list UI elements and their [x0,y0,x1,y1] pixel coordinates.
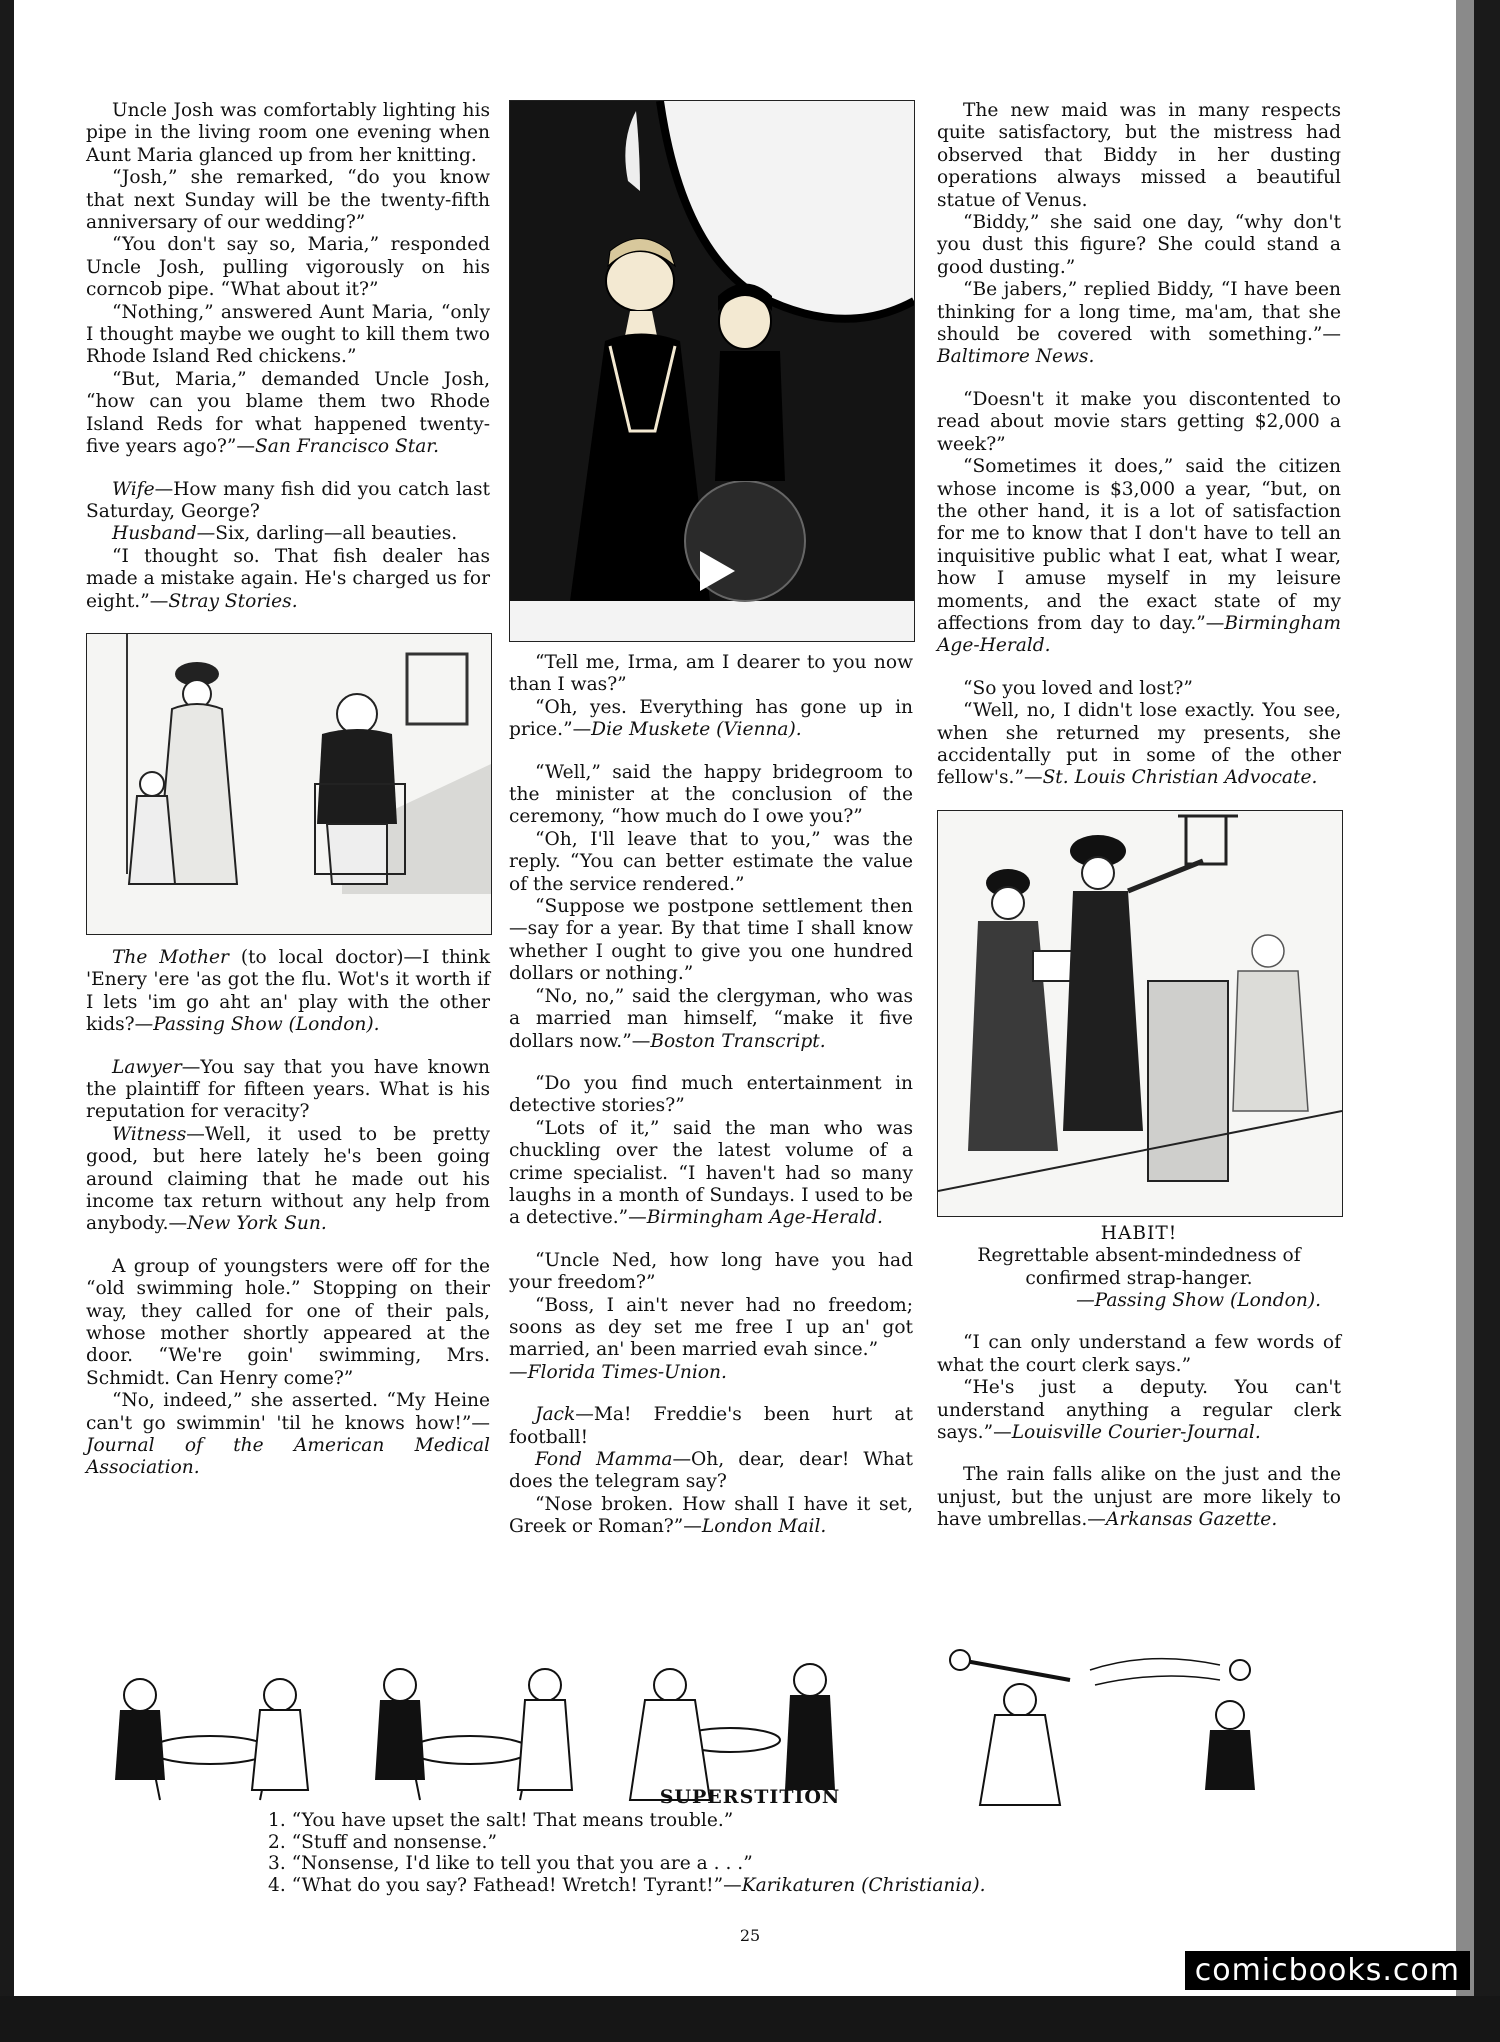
illustration-mother-doctor [86,633,492,935]
joke-movie-stars [937,389,1341,658]
mother-doctor-drawing [87,634,491,934]
joke-text: “No, indeed,” she asserted. “My Heine can't go swimmin' 'til he knows how!”— [86,1390,490,1434]
joke-paragraph: “Uncle Ned, how long have you had your freedom?” [509,1249,913,1294]
joke-paragraph [509,1494,913,1539]
superstition-strip [80,1640,1340,1810]
joke-paragraph [509,1449,913,1494]
column-middle [509,100,913,1559]
watermark: comicbooks.com [1185,1951,1470,1990]
joke-bridegroom [509,762,913,1053]
joke-paragraph [86,1390,490,1480]
joke-source: Birmingham Age-Herald. [937,612,1341,657]
illustration-irma [509,100,915,642]
joke-text: (to local doctor)—I think 'Enery 'ere 'as got the flu. Wot's it worth if I lets 'im go aht an' play with the other kids?— [86,946,490,1036]
joke-text: —You say that you have known the plaintiff for fifteen years. What is his reputation for veracity? [86,1056,490,1123]
superstition-line [268,1875,1268,1897]
joke-source: Passing Show (London). [153,1014,380,1036]
joke-source: London Mail. [701,1516,827,1538]
joke-paragraph: “Josh,” she remarked, “do you know that next Sunday will be the twenty-fifth anniversary of our wedding?” [86,167,490,234]
joke-source: Boston Transcript. [650,1030,826,1052]
joke-paragraph [86,546,490,613]
joke-paragraph [937,700,1341,790]
superstition-title: SUPERSTITION [659,1786,841,1808]
joke-uncle-ned [509,1250,913,1384]
joke-paragraph: A group of youngsters were off for the “old swimming hole.” Stopping on their way, they called for one of their pals, whose mother shortly appeared at the door. “We're goin' swimming, Mrs. Schmidt. Can Henry come?” [86,1255,490,1389]
illustration-strap-hanger [937,810,1343,1217]
column-right [937,100,1341,1552]
joke-maid [937,100,1341,369]
joke-paragraph [937,1377,1341,1444]
page-edge-bottom [0,1996,1500,2042]
column-left [86,100,490,1500]
joke-paragraph [937,279,1341,369]
habit-source: —Passing Show (London). [1076,1290,1321,1311]
joke-text: —Six, darling—all beauties. [196,523,458,545]
joke-paragraph [509,697,913,742]
joke-paragraph [86,1124,490,1236]
joke-paragraph: “Biddy,” she said one day, “why don't you dust this figure? She could stand a good dusting.” [937,212,1341,278]
joke-paragraph: “So you loved and lost?” [963,677,1193,699]
joke-text: “Well, no, I didn't lose exactly. You see, when she returned my presents, she accidentally put in some of the other fellow's.”— [937,700,1341,789]
joke-source: Arkansas Gazette. [1105,1509,1278,1531]
superstition-line-text: 4. “What do you say? Fathead! Wretch! Tyrant!”— [268,1874,742,1896]
speaker-label: Wife [112,478,155,500]
joke-text: —Oh, dear, dear! What does the telegram say? [509,1449,913,1493]
joke-text: “Oh, yes. Everything has gone up in price.”— [509,696,913,741]
joke-lawyer [86,1057,490,1236]
habit-caption: Regrettable absent-mindedness of confirmed strap-hanger. [977,1245,1301,1289]
joke-paragraph: “Do you find much entertainment in detective stories?” [509,1072,913,1117]
joke-paragraph [509,1404,913,1449]
speaker-label: Witness [112,1123,187,1145]
joke-source: Louisville Courier-Journal. [1011,1422,1261,1444]
joke-detective [509,1073,913,1230]
joke-paragraph: “You don't say so, Maria,” responded Uncle Josh, pulling vigorously on his corncob pipe. “What about it?” [86,234,490,301]
joke-court-clerk [937,1332,1341,1444]
joke-paragraph [86,947,490,1037]
joke-text: “No, no,” said the clergyman, who was a married man himself, “make it five dollars now.”— [509,985,913,1052]
joke-text: “Nose broken. How shall I have it set, Greek or Roman?”— [509,1493,913,1538]
joke-source: Stray Stories. [168,590,298,612]
speaker-label: Husband [112,523,197,545]
superstition-panel-1 [80,1640,340,1810]
superstition-drawing-4 [920,1640,1340,1810]
joke-paragraph [937,456,1341,658]
joke-paragraph [86,479,490,524]
superstition-lines [268,1810,1268,1896]
joke-paragraph [509,1118,913,1230]
joke-uncle-josh [86,100,490,459]
joke-paragraph: “Tell me, Irma, am I dearer to you now than I was?” [509,652,913,696]
joke-paragraph [509,986,913,1053]
habit-title: HABIT! [1100,1222,1178,1244]
joke-text: “I thought so. That fish dealer has made a mistake again. He's charged us for eight.”— [86,545,490,612]
superstition-line: 2. “Stuff and nonsense.” [268,1831,497,1853]
joke-paragraph: “Boss, I ain't never had no freedom; soons as dey set me free I up an' got married, an' been married evah since.” [509,1294,913,1361]
joke-text: “But, Maria,” demanded Uncle Josh, “how can you blame them two Rhode Island Reds for what happened twenty-five years ago?”— [86,368,490,458]
joke-football [509,1404,913,1538]
joke-source: St. Louis Christian Advocate. [1042,767,1318,789]
irma-drawing [510,101,914,641]
superstition-drawing-2 [340,1640,600,1810]
joke-source: Die Muskete (Vienna). [591,719,802,741]
joke-paragraph: The new maid was in many respects quite satisfactory, but the mistress had observed that Biddy in her dusting operations always missed a beautiful statue of Venus. [937,100,1341,211]
joke-fish [86,479,490,613]
page-number: 25 [739,1926,761,1945]
joke-paragraph: “Oh, I'll leave that to you,” was the reply. “You can better estimate the value of the service rendered.” [509,828,913,895]
joke-paragraph [86,369,490,459]
page-edge-right [1474,0,1500,2042]
speaker-label: Jack [535,1404,576,1426]
joke-rain [937,1464,1341,1531]
speaker-label: The Mother [112,946,229,968]
joke-swimming [86,1256,490,1480]
joke-mother [86,947,490,1037]
joke-source: Journal of the American Medical Association. [86,1435,490,1479]
superstition-line: 1. “You have upset the salt! That means trouble.” [268,1810,734,1831]
speaker-label: Fond Mamma [535,1449,673,1470]
joke-irma [509,652,913,742]
page-binding-shadow [1456,0,1474,2042]
joke-source: New York Sun. [187,1213,327,1235]
joke-text: —Ma! Freddie's been hurt at football! [509,1404,913,1448]
joke-paragraph: “Suppose we postpone settlement then—say for a year. By that time I shall know whether I ought to give you one hundred dollars or nothing.” [509,896,913,985]
superstition-panel-4 [920,1640,1340,1810]
joke-text: “He's just a deputy. You can't understand anything a regular clerk says.”— [937,1377,1341,1444]
joke-paragraph: “Well,” said the happy bridegroom to the minister at the conclusion of the ceremony, “how much do I owe you?” [509,761,913,828]
page-edge-left [0,0,14,2042]
superstition-line: 3. “Nonsense, I'd like to tell you that you are a . . .” [268,1853,753,1874]
superstition-drawing-3 [600,1640,860,1810]
joke-paragraph [937,1464,1341,1531]
superstition-drawing-1 [80,1640,340,1810]
joke-loved-lost [937,678,1341,790]
joke-paragraph: “I can only understand a few words of what the court clerk says.” [937,1332,1341,1376]
joke-paragraph: Uncle Josh was comfortably lighting his pipe in the living room one evening when Aunt Maria glanced up from her knitting. [86,100,490,166]
joke-text: —How many fish did you catch last Saturday, George? [86,478,490,522]
joke-source: —Florida Times-Union. [509,1361,727,1383]
superstition-panel-2 [340,1640,600,1810]
joke-text: “Lots of it,” said the man who was chuckling over the latest volume of a crime specialist. “I haven't had so many laughs in a month of Sundays. I used to be a detective.”— [509,1117,913,1229]
joke-source: Baltimore News. [937,346,1095,368]
joke-source: San Francisco Star. [255,436,440,458]
joke-paragraph: “Nothing,” answered Aunt Maria, “only I thought maybe we ought to kill them two Rhode Island Red chickens.” [86,301,490,368]
strap-hanger-drawing [938,811,1342,1216]
joke-paragraph: “Doesn't it make you discontented to read about movie stars getting $2,000 a week?” [937,388,1341,455]
joke-paragraph [86,523,490,545]
superstition-source: Karikaturen (Christiania). [741,1874,986,1896]
joke-text: “Be jabers,” replied Biddy, “I have been thinking for a long time, ma'am, that she should be covered with something.”— [937,279,1341,346]
superstition-panel-3 [600,1640,860,1810]
joke-text: The rain falls alike on the just and the unjust, but the unjust are more likely to have umbrellas.— [937,1464,1341,1531]
joke-text: —Well, it used to be pretty good, but here lately he's been going around claiming that he made out his income tax return without any help from anybody.— [86,1123,490,1235]
joke-text: “Sometimes it does,” said the citizen whose income is $3,000 a year, “but, on the other hand, it is a lot of satisfaction for me to know that I don't have to tell an inquisitive public what I eat, what I wear, how I amuse myself in my leisure moments, and the exact state of my affections from day to day.”— [937,456,1341,634]
joke-paragraph [86,1057,490,1124]
speaker-label: Lawyer [112,1056,182,1078]
joke-source: Birmingham Age-Herald. [646,1207,883,1229]
habit-caption-block [937,1223,1341,1313]
